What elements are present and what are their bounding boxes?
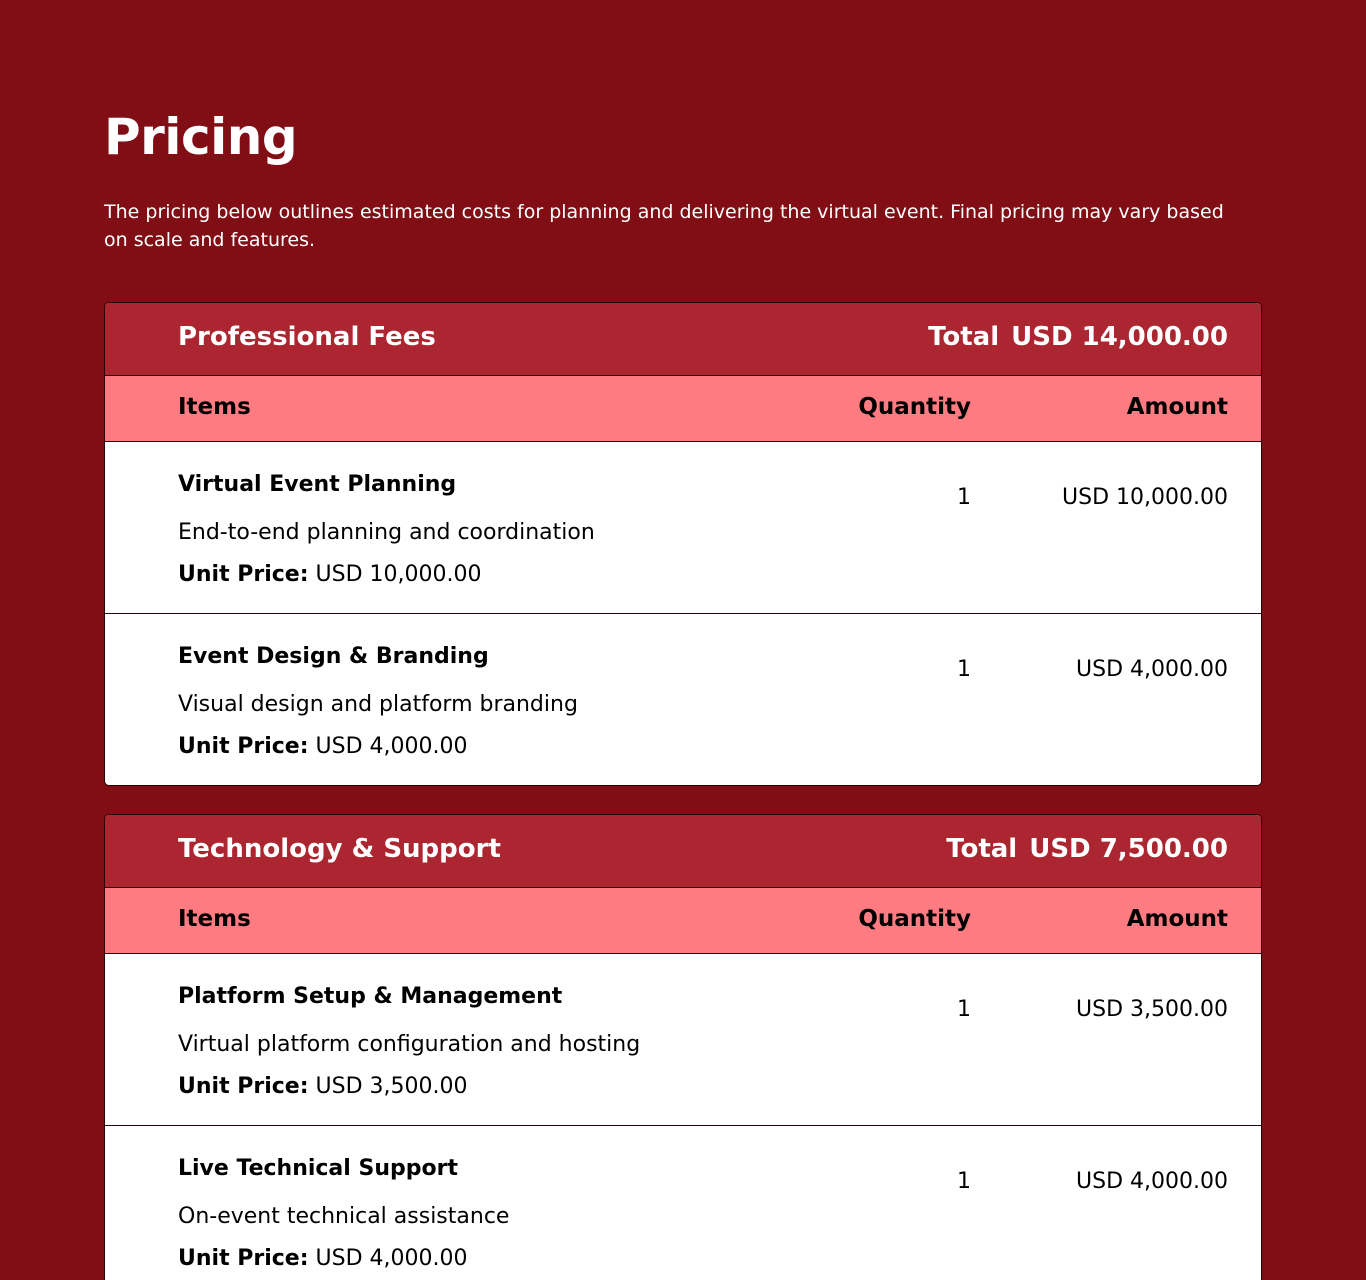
column-header-amount: Amount [1126, 394, 1228, 420]
total-label: Total [928, 322, 1000, 352]
item-name: Platform Setup & Management [178, 984, 563, 1009]
column-header-quantity: Quantity [858, 394, 971, 420]
section-title: Professional Fees [178, 322, 436, 352]
item-amount: USD 10,000.00 [1062, 485, 1228, 510]
page-title: Pricing [104, 108, 298, 166]
item-description: Virtual platform configuration and hosting [178, 1032, 641, 1057]
section-total [928, 322, 1228, 352]
unit-price-label: Unit Price: [178, 1246, 309, 1271]
item-unit-price [178, 1074, 468, 1099]
total-value: USD 14,000.00 [1011, 322, 1228, 352]
item-name: Event Design & Branding [178, 644, 489, 669]
item-unit-price [178, 562, 482, 587]
unit-price-value: USD 4,000.00 [315, 734, 468, 759]
item-quantity: 1 [957, 1169, 971, 1194]
column-header-amount: Amount [1126, 906, 1228, 932]
unit-price-label: Unit Price: [178, 562, 309, 587]
item-description: End-to-end planning and coordination [178, 520, 595, 545]
pricing-section-technology-support [104, 814, 1262, 1280]
table-row [105, 442, 1261, 614]
item-description: Visual design and platform branding [178, 692, 578, 717]
item-quantity: 1 [957, 997, 971, 1022]
unit-price-label: Unit Price: [178, 1074, 309, 1099]
total-label: Total [946, 834, 1018, 864]
column-header-row [105, 888, 1261, 954]
table-row [105, 1126, 1261, 1280]
unit-price-value: USD 3,500.00 [315, 1074, 468, 1099]
column-header-items: Items [178, 394, 251, 420]
unit-price-label: Unit Price: [178, 734, 309, 759]
item-name: Live Technical Support [178, 1156, 458, 1181]
table-row [105, 954, 1261, 1126]
section-total [946, 834, 1228, 864]
intro-text: The pricing below outlines estimated costs for planning and delivering the virtual event. Final pricing may vary based on scale and features. [104, 201, 1224, 251]
section-title: Technology & Support [178, 834, 501, 864]
item-quantity: 1 [957, 657, 971, 682]
item-unit-price [178, 734, 468, 759]
item-amount: USD 4,000.00 [1076, 657, 1228, 682]
column-header-quantity: Quantity [858, 906, 971, 932]
item-name: Virtual Event Planning [178, 472, 457, 497]
item-amount: USD 3,500.00 [1076, 997, 1228, 1022]
item-amount: USD 4,000.00 [1076, 1169, 1228, 1194]
unit-price-value: USD 10,000.00 [315, 562, 482, 587]
item-description: On-event technical assistance [178, 1204, 510, 1229]
section-header [105, 303, 1261, 376]
pricing-section-professional-fees [104, 302, 1262, 786]
column-header-items: Items [178, 906, 251, 932]
unit-price-value: USD 4,000.00 [315, 1246, 468, 1271]
column-header-row [105, 376, 1261, 442]
total-value: USD 7,500.00 [1029, 834, 1228, 864]
section-header [105, 815, 1261, 888]
item-quantity: 1 [957, 485, 971, 510]
item-unit-price [178, 1246, 468, 1271]
table-row [105, 614, 1261, 785]
